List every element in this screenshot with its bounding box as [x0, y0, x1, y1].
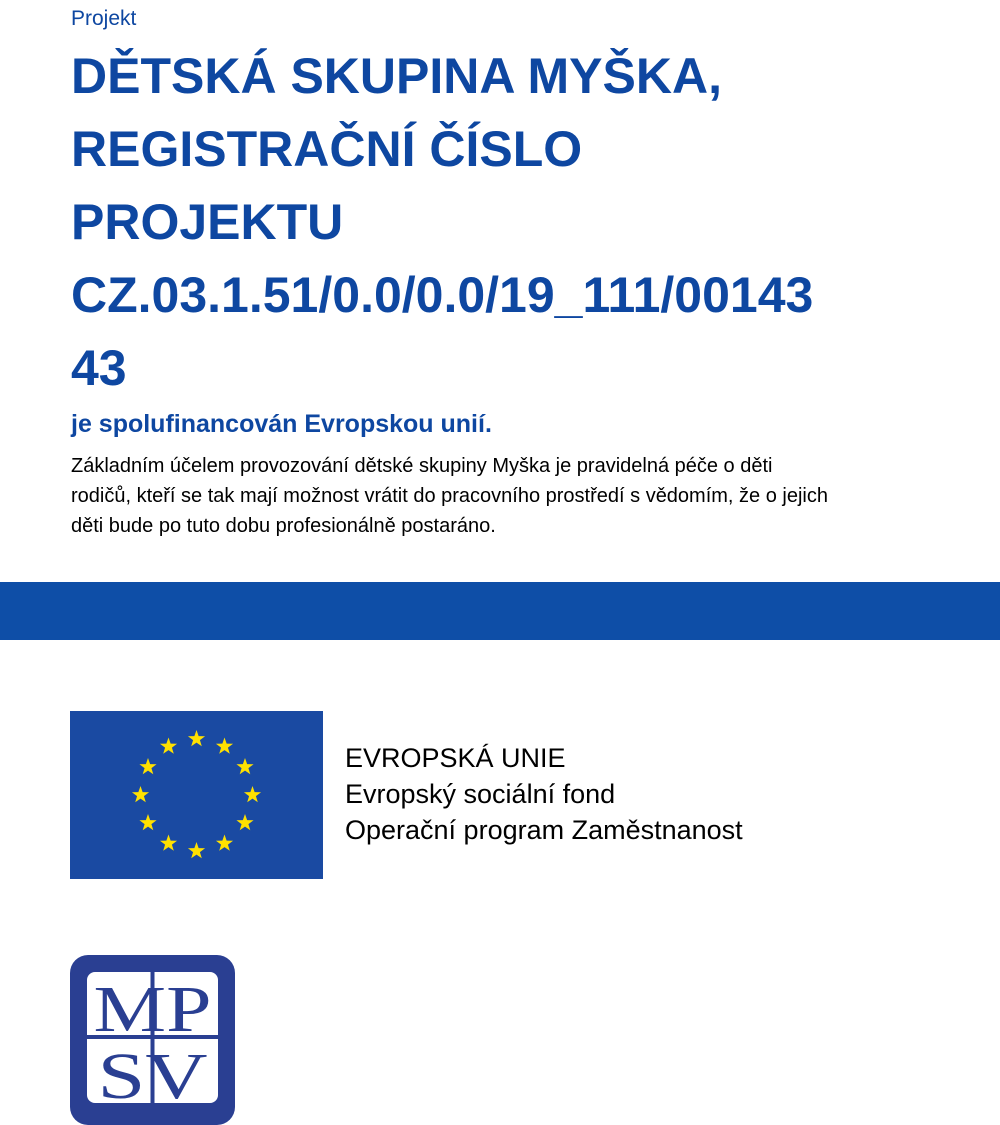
cofinancing-statement: je spolufinancován Evropskou unií. — [71, 410, 492, 438]
mpsv-logo-bottom: SV — [97, 1040, 208, 1113]
mpsv-logo-top: MP — [93, 973, 212, 1046]
eu-program-text — [345, 740, 743, 848]
mpsv-logo — [70, 955, 235, 1125]
project-title-line: 43 — [71, 340, 127, 396]
description-line: Základním účelem provozování dětské skupiny Myška je pravidelná péče o děti — [71, 455, 773, 477]
project-title-line: DĚTSKÁ SKUPINA MYŠKA, — [71, 48, 722, 104]
eu-union-label: EVROPSKÁ UNIE — [345, 743, 566, 773]
project-title — [71, 40, 971, 405]
blue-divider-band — [0, 582, 1000, 640]
project-description — [71, 451, 951, 541]
description-line: děti bude po tuto dobu profesionálně postaráno. — [71, 515, 496, 537]
eu-flag-icon — [70, 711, 323, 879]
op-employment-label: Operační program Zaměstnanost — [345, 815, 743, 845]
project-title-line: PROJEKTU — [71, 194, 344, 250]
project-title-line: CZ.03.1.51/0.0/0.0/19_111/00143 — [71, 267, 814, 323]
project-title-line: REGISTRAČNÍ ČÍSLO — [71, 121, 583, 177]
esf-label: Evropský sociální fond — [345, 779, 616, 809]
project-label: Projekt — [71, 7, 137, 30]
description-line: rodičů, kteří se tak mají možnost vrátit do pracovního prostředí s vědomím, že o jejich — [71, 485, 828, 507]
